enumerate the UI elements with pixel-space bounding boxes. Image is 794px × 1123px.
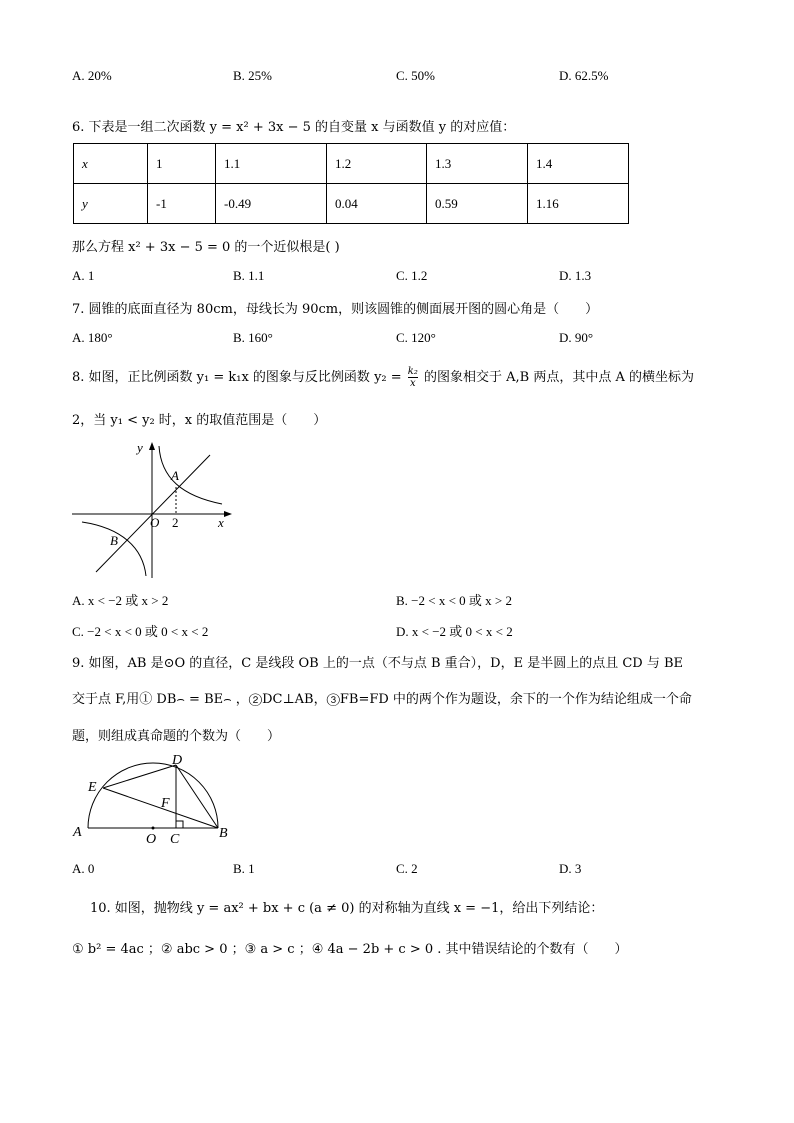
q9-semicircle-figure (66, 746, 236, 848)
q6-option-b: B. 1.1 (233, 268, 265, 283)
q5-option-a: A. 20% (72, 68, 112, 83)
segment-db (176, 765, 218, 828)
table-cell: 1.4 (528, 144, 629, 184)
q6-value-table (73, 143, 629, 224)
y-axis-label: y (137, 440, 143, 455)
right-angle-mark (176, 821, 183, 828)
q8-stem-line2: 2，当 y₁ < y₂ 时，x 的取值范围是（ ） (72, 413, 327, 428)
table-cell: 1.3 (427, 144, 528, 184)
q8-stem-part1: 8. 如图，正比例函数 y₁ = k₁x 的图象与反比例函数 y₂ = (72, 370, 402, 385)
label-c: C (170, 832, 180, 847)
label-e: E (88, 780, 97, 795)
label-o: O (146, 832, 157, 847)
label-b: B (219, 826, 228, 841)
q7-option-b: B. 160° (233, 330, 273, 345)
q5-option-c: C. 50% (396, 68, 435, 83)
table-row (74, 144, 629, 184)
q5-option-b: B. 25% (233, 68, 272, 83)
q6-stem: 6. 下表是一组二次函数 y = x² + 3x − 5 的自变量 x 与函数值 y 的对应值： (72, 120, 516, 135)
q7-option-c: C. 120° (396, 330, 436, 345)
label-d: D (172, 753, 183, 768)
q7-option-d: D. 90° (559, 330, 594, 345)
q9-stem-line2: 交于点 F,用① DB⌢ = BE⌢ ，②DC⊥AB，③FB=FD 中的两个作为题设，余下的一个作为结论组成一个命 (72, 692, 692, 707)
table-cell: -1 (148, 184, 216, 224)
x-axis-arrow (224, 511, 232, 517)
q6-followup: 那么方程 x² + 3x − 5 = 0 的一个近似根是( ) (72, 240, 340, 255)
origin-label: O (150, 515, 160, 530)
point-b-label: B (110, 533, 118, 548)
q9-option-d: D. 3 (559, 861, 582, 876)
table-row (74, 184, 629, 224)
x-axis-label: x (218, 515, 224, 530)
q8-option-a: A. x < −2 或 x > 2 (72, 593, 169, 608)
table-cell: 0.04 (327, 184, 427, 224)
center-point (152, 827, 155, 830)
q10-stem-line1: 10. 如图，抛物线 y = ax² + bx + c (a ≠ 0) 的对称轴为直线 x = −1，给出下列结论： (90, 901, 604, 916)
label-f: F (161, 796, 170, 811)
table-cell: y (74, 184, 148, 224)
table-cell: 1.16 (528, 184, 629, 224)
y-axis-arrow (149, 442, 155, 450)
q7-option-a: A. 180° (72, 330, 113, 345)
tick-label-2: 2 (172, 515, 179, 530)
label-a: A (73, 825, 82, 840)
table-cell: 1.2 (327, 144, 427, 184)
q8-fraction (408, 366, 418, 389)
q9-option-c: C. 2 (396, 861, 418, 876)
q8-option-b: B. −2 < x < 0 或 x > 2 (396, 593, 512, 608)
table-cell: 0.59 (427, 184, 528, 224)
q7-stem: 7. 圆锥的底面直径为 80cm，母线长为 90cm，则该圆锥的侧面展开图的圆心角是（ ） (72, 302, 599, 317)
q9-stem-line1: 9. 如图，AB 是⊙O 的直径，C 是线段 OB 上的一点（不与点 B 重合），D，E 是半圆上的点且 CD 与 BE (72, 656, 684, 671)
q9-option-b: B. 1 (233, 861, 255, 876)
q8-fraction-numerator: k₂ (407, 366, 418, 377)
q8-option-d: D. x < −2 或 0 < x < 2 (396, 624, 513, 639)
q5-option-d: D. 62.5% (559, 68, 609, 83)
q6-option-c: C. 1.2 (396, 268, 428, 283)
q8-graph-figure (66, 434, 236, 580)
q9-stem-line3: 题，则组成真命题的个数为（ ） (72, 729, 281, 744)
table-cell: 1.1 (216, 144, 327, 184)
q9-option-a: A. 0 (72, 861, 95, 876)
table-cell: -0.49 (216, 184, 327, 224)
q8-stem-part2: 的图象相交于 A,B 两点，其中点 A 的横坐标为 (424, 370, 695, 385)
q8-option-c: C. −2 < x < 0 或 0 < x < 2 (72, 624, 209, 639)
table-cell: 1 (148, 144, 216, 184)
table-cell: x (74, 144, 148, 184)
q8-fraction-denominator: x (410, 378, 416, 389)
q6-option-a: A. 1 (72, 268, 95, 283)
point-a-label: A (171, 468, 179, 483)
q10-stem-line2: ① b² = 4ac ；② abc > 0 ；③ a > c ；④ 4a − 2b + c > 0 . 其中错误结论的个数有（ ） (72, 942, 628, 957)
q6-option-d: D. 1.3 (559, 268, 592, 283)
q8-stem-line1 (72, 366, 694, 389)
